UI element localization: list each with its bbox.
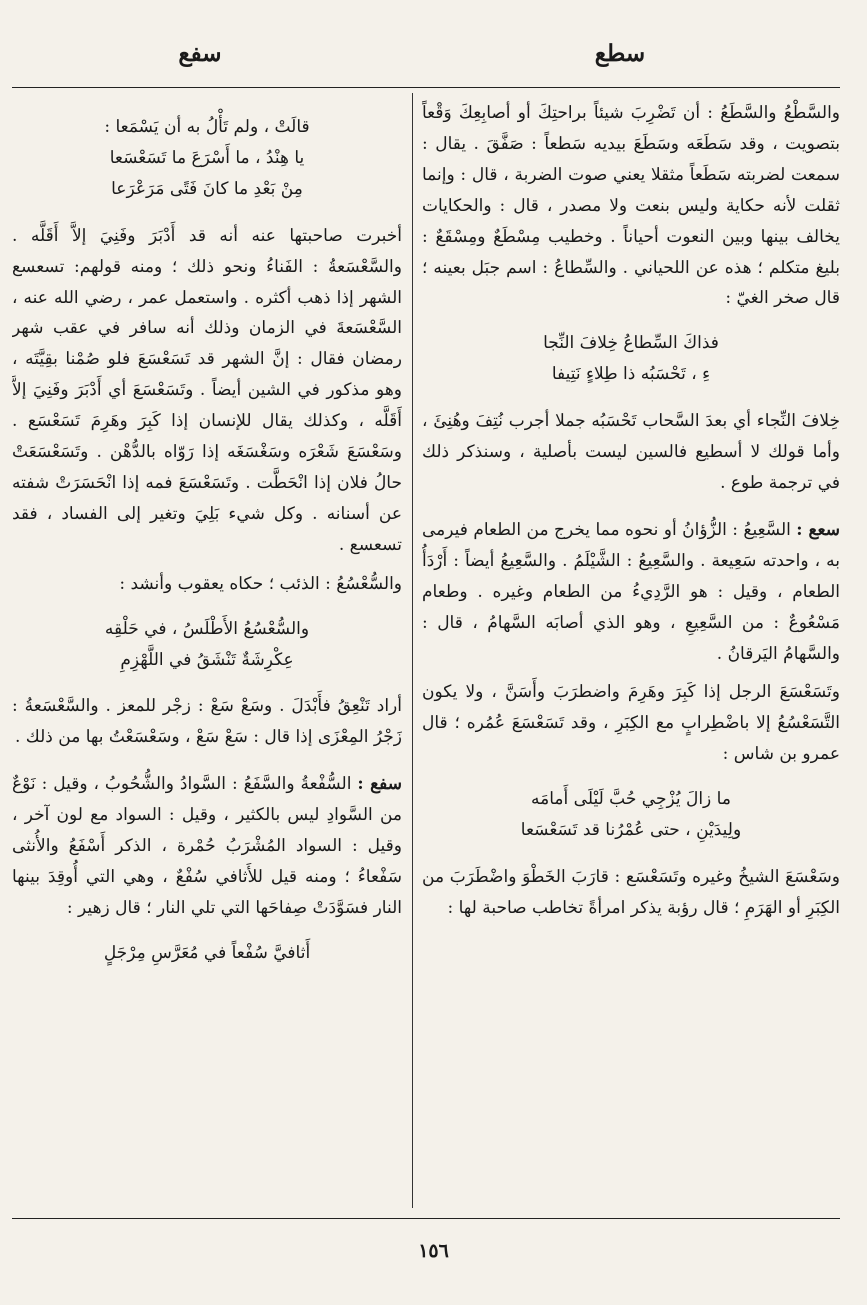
verse-line: يا هِنْدُ ، ما أَسْرَعَ ما تَسَعْسَعا [109, 147, 305, 168]
verse-line: ءِ ، تَحْسَبُه ذا طِلاءٍ نَتِيفا [551, 364, 711, 385]
verse-line: ولِيدَيْنِ ، حتى عُمْرُنا قد تَسَعْسَعا [520, 820, 742, 841]
paragraph: خِلافَ النِّجاء أي بعدَ السَّحاب تَحْسَبُه جملا أجرب نُتِفَ وهُنِئَ ، وأما قولك لا أسطيع فالسين ليست بأصلية ، وسنذكر ذلك في ترجمة طوع . [422, 411, 840, 493]
header-right-headword: سطع [594, 40, 646, 67]
paragraph: أراد تَنْعِقُ فأَبْدَلَ . وسَعْ سَعْ : زجْر للمعز . والسَّعْسَعةُ : زَجْرُ المِعْزَى إذا قال : سَعْ سَعْ ، وسَعْسَعْتُ بها من ذلك . [12, 696, 402, 748]
paragraph: والسَّطْعُ والسَّطَعُ : أن تَضْرِبَ شيئاً براحتِكَ أو أصابِعِكَ وَقْعاً بتصويت ، وقد سَطَعَه وسَطَعَ بيديه سَطعاً : صَفَّقَ . يقال : سمعت لضربته سَطَعاً مثقلا يعني صوت الضربة ، قال : وإنما ثقلت لأنه حكاية وليس بنعت ولا مصدر ، قال : والحكايات يخالف بينها وبين النعوت أحياناً . وخطيب مِسْطَعٌ ومِسْقَعٌ : بليغ متكلم ؛ هذه عن اللحياني . والسِّطاعُ : اسم جبَل بعينه ؛ قال صخر الغيّ : [422, 103, 840, 309]
verse-line: ما زالَ يُزْجِي حُبَّ لَيْلَى أَمامَه [531, 789, 731, 810]
paragraph: أخبرت صاحبتها عنه أنه قد أَدْبَرَ وفَنِيَ إلاَّ أَقَلَّه . والسَّعْسَعةُ : الفَناءُ ونحو ذلك ؛ ومنه قولهم: تسعسع الشهر إذا ذهب أكثره . واستعمل عمر ، رضي الله عنه ، السَّعْسَعةَ في الزمان وذلك أنه سافر في عقب شهر رمضان فقال : إنَّ الشهر قد تَسَعْسَعَ فلو صُمْنا بقِيَّتَه ، وهو مذكور في الشين أيضاً . وتَسَعْسَعَ أي أَدْبَرَ وفَنِيَ إلاَّ أَقَلَّه ، وكذلك يقال للإنسان إذا كَبِرَ وهَرِمَ تَسَعْسَع . وسَعْسَعَ شَعْرَه وسَغْسَغَه إذا رَوّاه بالدُّهْن . وتَسَعْسَعَتْ حالُ فلان إذا انْحَطَّت . وتَسَعْسَعَ فمه إذا انْحَسَرَتْ شفته عن أسنانه . وكل شيء بَلِيَ وتغير إلى الفساد ، فقد تسعسع . [12, 225, 402, 555]
column-divider [412, 93, 413, 1208]
dictionary-entry [422, 515, 840, 670]
paragraph: وسَعْسَعَ الشيخُ وغيره وتَسَعْسَع : قارَبَ الخَطْوَ واضْطَرَبَ من الكِبَرِ أو الهَرَمِ ؛ قال رؤبة يذكر امرأةً تخاطب صاحبة لها : [422, 866, 840, 918]
verse-line: أَثافيَّ سُفْعاً في مُعَرَّسِ مِرْجَلٍ [103, 942, 311, 963]
paragraph: وتَسَعْسَعَ الرجل إذا كَبِرَ وهَرِمَ واضطرَبَ وأَسَنَّ ، ولا يكون التَّسَعْسُعُ إلا باضْطِرابٍ مع الكِبَرِ ، وقد تَسَعْسَعَ عُمُره ؛ قال عمرو بن شاس : [422, 682, 840, 765]
verse-line: قالَتْ ، ولم تَأْلُ به أن يَسْمَعا : [104, 117, 310, 137]
dictionary-entry [12, 769, 402, 924]
left-column [12, 98, 402, 1208]
header-left-headword: سفع [178, 40, 222, 67]
verse-line: فذاكَ السِّطاعُ خِلافَ النِّجا [543, 333, 719, 354]
verse-block [422, 784, 840, 846]
verse-block [12, 112, 402, 205]
entry-headword: سعع : [796, 519, 840, 540]
verse-line: عِكْرِشَةٌ تَنْشَقُ في اللَّهْزِمِ [120, 649, 294, 670]
entry-text: السُّفْعةُ والسَّفَعُ : السَّوادُ والشُّحُوبُ ، وقيل : نَوْعٌ من السَّوادِ ليس بالكثير ، وقيل : السواد مع لون آخر ، وقيل : السواد المُشْرَبُ حُمْرة ، الذكر أَسْفَعُ والأُنثى سَفْعاءُ ؛ ومنه قيل للأَثافي سُفْعٌ ، وهي التي أُوقِدَ بينها النار فسَوَّدَتْ صِفاحَها التي تلي النار ؛ قال زهير : [12, 774, 402, 918]
verse-block [422, 328, 840, 390]
entry-text: السَّعِيعُ : الزُّؤانُ أو نحوه مما يخرج من الطعام فيرمى به ، واحدته سَعِيعة . والسَّعِيعُ : الشَّيْلَمُ . والسَّعِيعُ أيضاً : أَرْدَأُ الطعام ، وقيل : هو الرَّدِيءُ من الطعام وغيره . وطعام مَسْعُوعٌ : من السَّعِيعِ ، وهو الذي أصابَه السَّهامُ ، قال : والسَّهامُ اليَرقانُ . [422, 519, 840, 664]
bottom-rule [12, 1218, 840, 1219]
verse-line: مِنْ بَعْدِ ما كانَ فَتًى مَرَعْرَعا [111, 178, 303, 199]
page-number: ١٥٦ [418, 1240, 449, 1262]
top-rule [12, 87, 840, 88]
verse-block [12, 614, 402, 676]
right-column [422, 98, 840, 1208]
paragraph: والسُّعْسُعُ : الذئب ؛ حكاه يعقوب وأنشد : [119, 573, 402, 594]
verse-line: والسُّعْسُعُ الأَطْلَسُ ، في حَلْقِه [104, 618, 310, 639]
verse-block [12, 938, 402, 969]
entry-headword: سفع : [357, 774, 402, 795]
